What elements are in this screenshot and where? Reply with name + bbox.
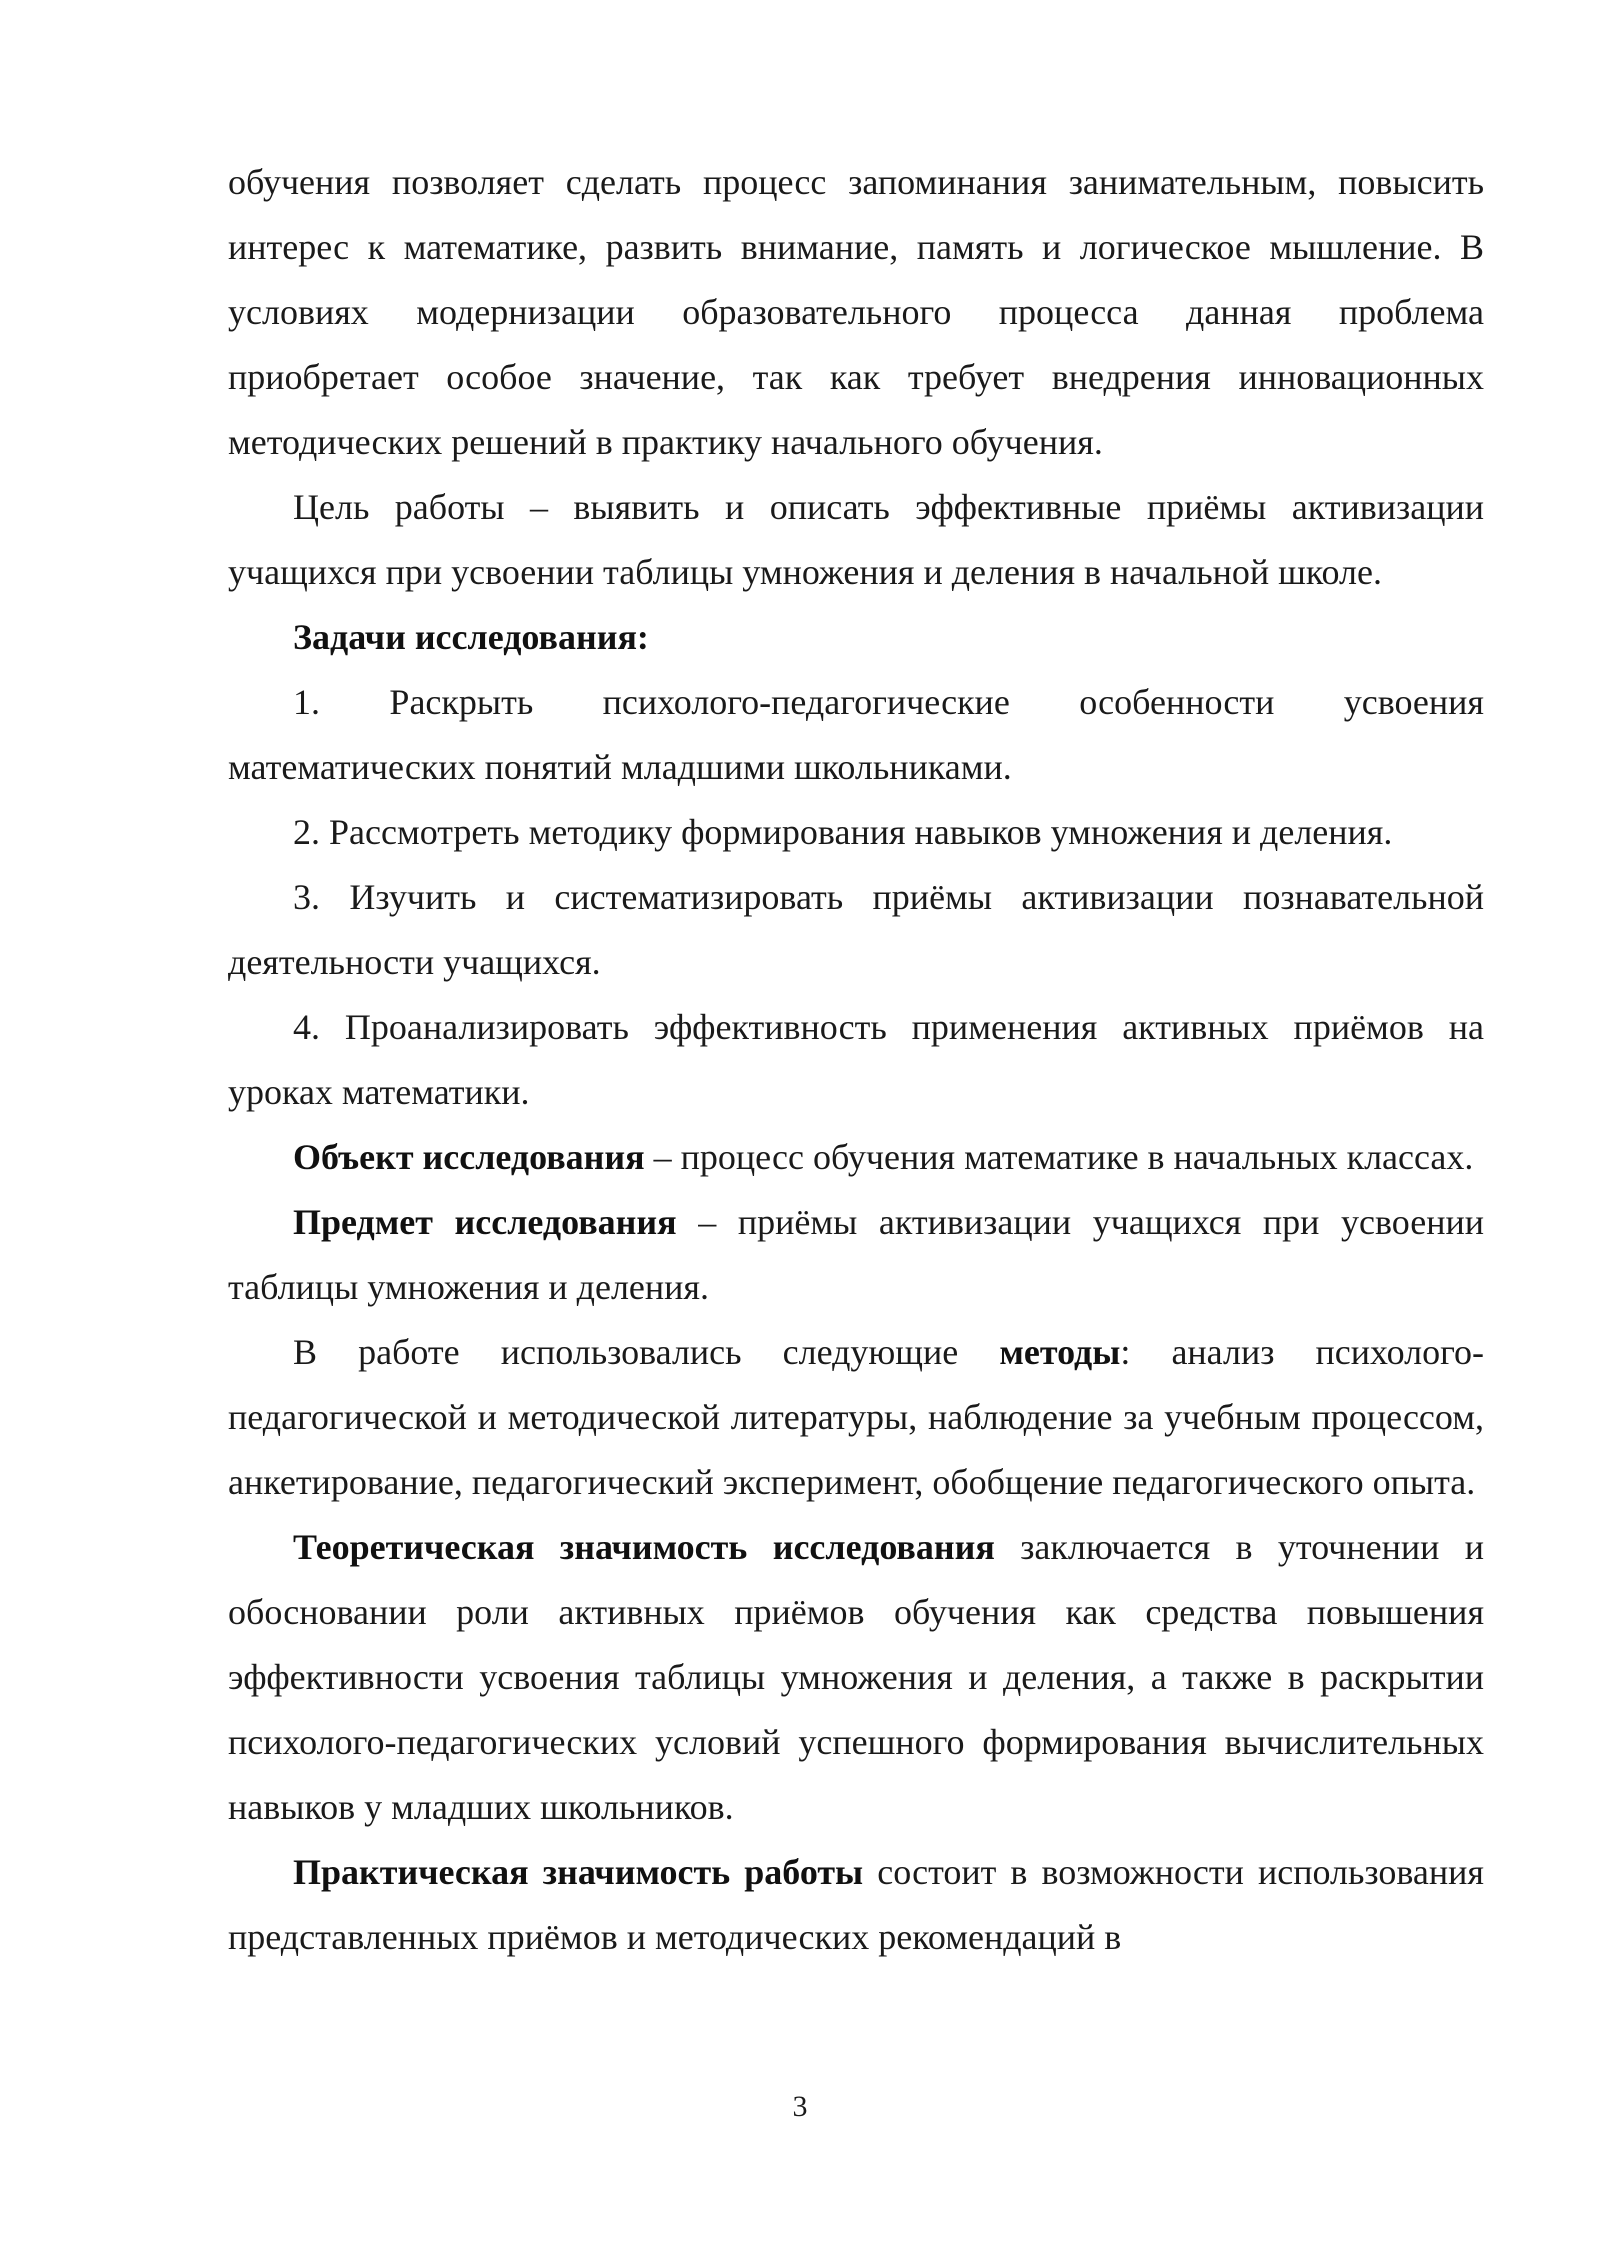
- goal-paragraph: Цель работы – выявить и описать эффективные приёмы активизации учащихся при усвоении таблицы умножения и деления в начальной школе.: [228, 487, 1484, 592]
- tasks-heading: Задачи исследования:: [293, 617, 649, 657]
- practical-label: Практическая значимость работы: [293, 1852, 864, 1892]
- theoretical-label: Теоретическая значимость исследования: [293, 1527, 995, 1567]
- object-paragraph: [228, 1125, 1484, 1190]
- methods-paragraph: [228, 1320, 1484, 1515]
- subject-text: – приёмы активизации учащихся при усвоении таблицы умножения и деления.: [228, 1202, 1484, 1307]
- practical-paragraph: [228, 1840, 1484, 1970]
- task-item-2: 2. Рассмотреть методику формирования навыков умножения и деления.: [293, 812, 1393, 852]
- task-item-4: 4. Проанализировать эффективность применения активных приёмов на уроках математики.: [228, 1007, 1484, 1112]
- methods-after: : анализ психолого-педагогической и методической литературы, наблюдение за учебным процессом, анкетирование, педагогический эксперимент, обобщение педагогического опыта.: [228, 1332, 1484, 1502]
- object-label: Объект исследования: [293, 1137, 645, 1177]
- task-item-1: 1. Раскрыть психолого-педагогические особенности усвоения математических понятий младшими школьниками.: [228, 682, 1484, 787]
- task-item-3: 3. Изучить и систематизировать приёмы активизации познавательной деятельности учащихся.: [228, 877, 1484, 982]
- tasks-heading-paragraph: [228, 605, 1484, 670]
- subject-paragraph: [228, 1190, 1484, 1320]
- theoretical-paragraph: [228, 1515, 1484, 1840]
- page-number: 3: [792, 2090, 808, 2123]
- theoretical-text: заключается в уточнении и обосновании роли активных приёмов обучения как средства повышения эффективности усвоения таблицы умножения и деления, а также в раскрытии психолого-педагогических условий успешного формирования вычислительных навыков у младших школьников.: [228, 1527, 1485, 1827]
- document-body: [228, 150, 1484, 1970]
- subject-label: Предмет исследования: [293, 1202, 677, 1242]
- practical-text: состоит в возможности использования представленных приёмов и методических рекомендаций в: [228, 1852, 1484, 1957]
- methods-before: В работе использовались следующие: [293, 1332, 1000, 1372]
- object-text: – процесс обучения математике в начальных классах.: [644, 1137, 1474, 1177]
- methods-label: методы: [999, 1332, 1121, 1372]
- continuation-paragraph: обучения позволяет сделать процесс запоминания занимательным, повысить интерес к математике, развить внимание, память и логическое мышление. В условиях модернизации образовательного процесса данная проблема приобретает особое значение, так как требует внедрения инновационных методических решений в практику начального обучения.: [228, 162, 1484, 462]
